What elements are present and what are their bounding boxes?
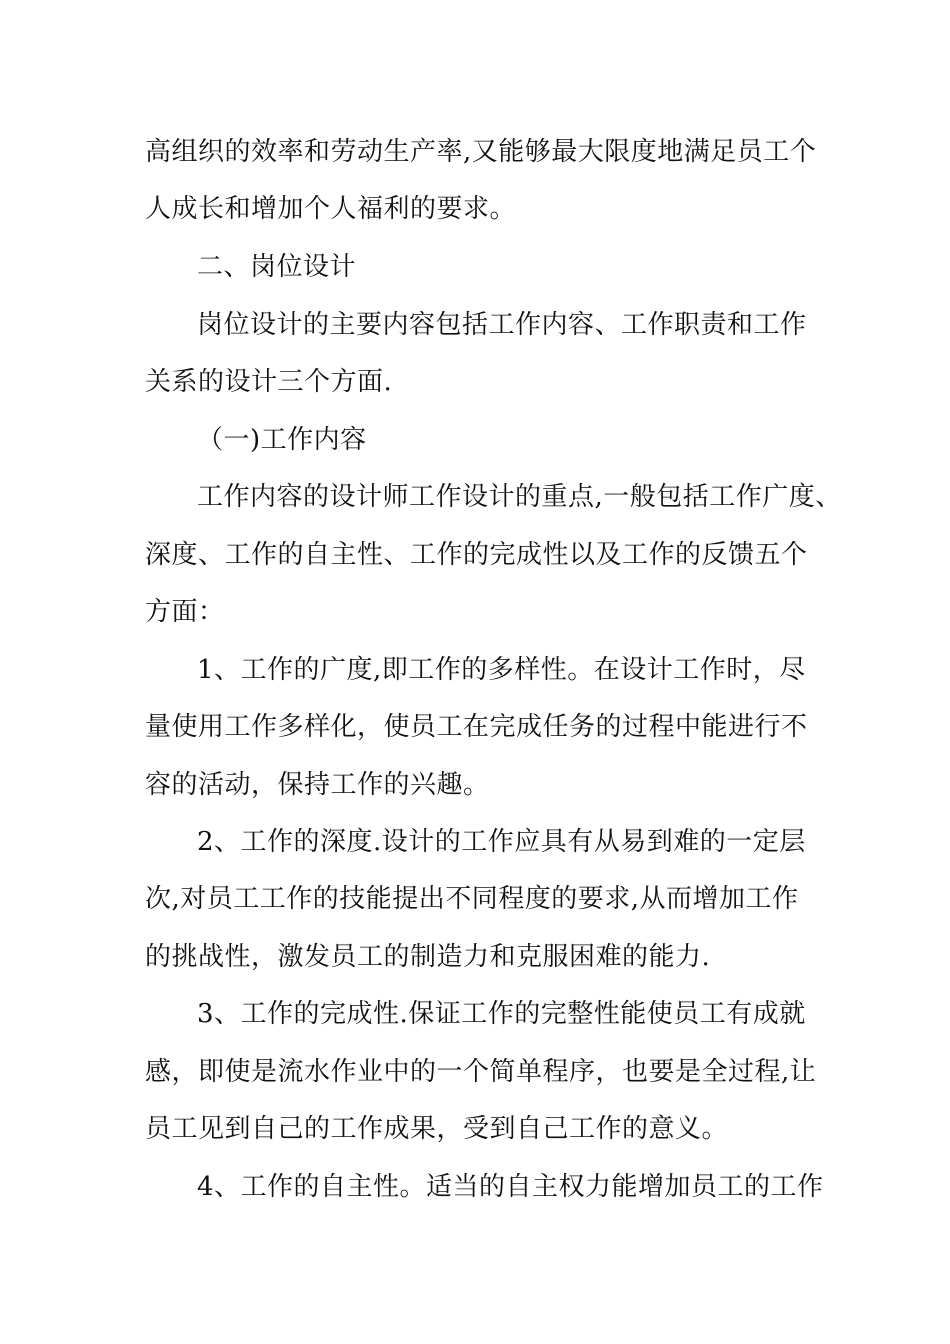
subsection-heading: （一)工作内容: [197, 425, 367, 455]
text-line: 感，即使是流水作业中的一个简单程序，也要是全过程,让: [145, 1057, 817, 1087]
text-line: 工作内容的设计师工作设计的重点,一般包括工作广度、: [197, 482, 842, 512]
text-line: 4、工作的自主性。适当的自主权力能增加员工的工作: [197, 1172, 824, 1202]
text-line: 方面：: [145, 597, 225, 627]
text-line: 的挑战性，激发员工的制造力和克服困难的能力.: [145, 942, 711, 972]
section-heading: 二、岗位设计: [197, 252, 357, 282]
text-line: 次,对员工工作的技能提出不同程度的要求,从而增加工作: [145, 884, 799, 914]
text-line: 2、工作的深度.设计的工作应具有从易到难的一定层: [197, 827, 806, 857]
text-line: 3、工作的完成性.保证工作的完整性能使员工有成就: [197, 999, 806, 1029]
text-line: 人成长和增加个人福利的要求。: [145, 194, 517, 224]
text-line: 深度、工作的自主性、工作的完成性以及工作的反馈五个: [145, 540, 808, 570]
text-line: 岗位设计的主要内容包括工作内容、工作职责和工作: [197, 310, 807, 340]
text-line: 量使用工作多样化，使员工在完成任务的过程中能进行不: [145, 712, 808, 742]
text-line: 容的活动，保持工作的兴趣。: [145, 770, 490, 800]
text-line: 高组织的效率和劳动生产率,又能够最大限度地满足员工个: [145, 137, 817, 167]
text-line: 员工见到自己的工作成果，受到自己工作的意义。: [145, 1114, 729, 1144]
text-line: 1、工作的广度,即工作的多样性。在设计工作时，尽: [197, 655, 806, 685]
text-line: 关系的设计三个方面.: [145, 367, 393, 397]
